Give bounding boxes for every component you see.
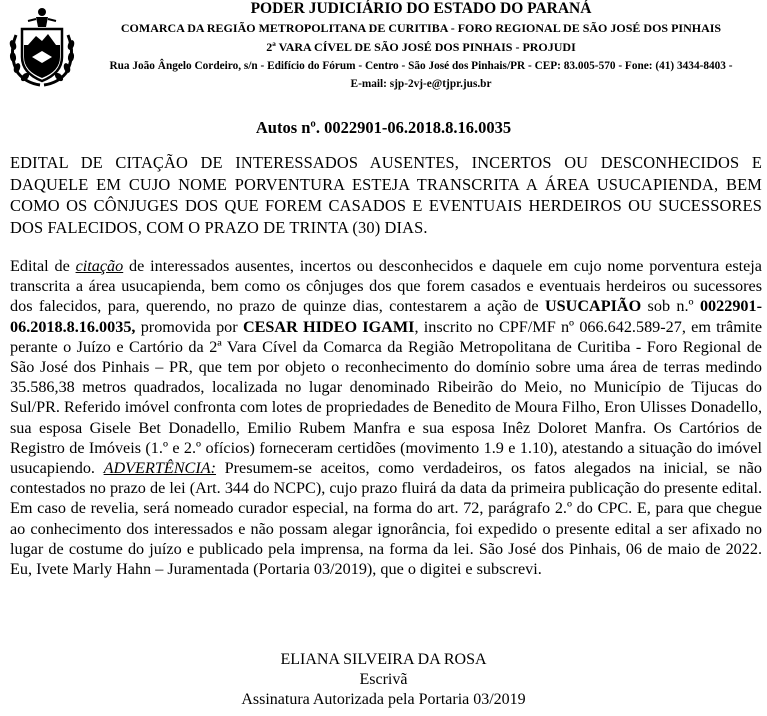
comarca-line: COMARCA DA REGIÃO METROPOLITANA DE CURITIBA - FORO REGIONAL DE SÃO JOSÉ DOS PINHAIS (120, 21, 722, 35)
parana-coat-of-arms-icon (6, 5, 78, 87)
edital-body (10, 256, 762, 579)
email-line: E-mail: sjp-2vj-e@tjpr.jus.br (350, 78, 492, 90)
body-text: , inscrito no CPF/MF nº 066.642.589-27, em trâmite perante o Juízo e Cartório da 2ª Vara Cível da Comarca da Região Metropolitana de Curitiba - Foro Regional de São José dos Pinhais – PR, que tem por objeto o reconhecimento do domínio sobre uma área de terras medindo 35.586,38 metros quadrados, localizada no lugar denominado Ribeirão do Meio, no Município de Tijucas do Sul/PR. Referido imóvel confronta com lotes de propriedades de Benedito de Moura Filho, Eron Ulisses Donadello, sua esposa Gisele Bet Donadello, Emilio Rubem Manfra e sua esposa Inêz Doloret Manfra. Os Cartórios de Registro de Imóveis (1.º e 2.º ofícios) forneceram certidões (movimento 1.9 e 1.10), atestando a situação do imóvel usucapiendo. (10, 317, 763, 478)
body-text: Edital de (10, 257, 76, 275)
signatory-role: Escrivã (359, 671, 408, 688)
edital-title: EDITAL DE CITAÇÃO DE INTERESSADOS AUSENTES, INCERTOS OU DESCONHECIDOS E DAQUELE EM CUJO NOME PORVENTURA ESTEJA TRANSCRITA A ÁREA USUCAPIENDA, BEM COMO OS CÔNJUGES DOS QUE FOREM CASADOS E EVENTUAIS HERDEIROS OU SUCESSORES DOS FALECIDOS, COM O PRAZO DE TRINTA (30) DIAS. (10, 153, 762, 237)
court-name: PODER JUDICIÁRIO DO ESTADO DO PARANÁ (250, 0, 592, 17)
signature-note: Assinatura Autorizada pela Portaria 03/2019 (241, 691, 526, 708)
signatory-name: ELIANA SILVEIRA DA ROSA (280, 651, 487, 668)
advertencia-term: ADVERTÊNCIA: (103, 459, 217, 478)
body-text: de interessados ausentes, incertos ou desconhecidos e daquele em cujo nome porventura esteja transcrita a área usucapienda, bem como os cônjuges dos que forem casados e eventuais herdeiros ou sucessores dos falecidos, para, querendo, no prazo de quinze dias, contestarem a ação de (10, 257, 762, 316)
usucapiao-term: USUCAPIÃO (544, 297, 642, 316)
body-text: Presumem-se aceitos, como verdadeiros, os fatos alegados na inicial, se não contestados no prazo de lei (Art. 344 do NCPC), cujo prazo fluirá da data da primeira publicação do presente edital. Em caso de revelia, será nomeado curador especial, na forma do art. 72, parágrafo 2.º do CPC. E, para que chegue ao conhecimento dos interessados e não possam alegar ignorância, foi expedido o presente edital a ser afixado no lugar de costume do juízo e publicado pela imprensa, na forma da lei. São José dos Pinhais, 06 de maio de 2022. Eu, Ivete Marly Hahn – Juramentada (Portaria 03/2019), que o digitei e subscrevi. (10, 459, 762, 579)
document-header (0, 0, 767, 100)
vara-line: 2ª VARA CÍVEL DE SÃO JOSÉ DOS PINHAIS - PROJUDI (266, 40, 576, 54)
process-number: 0022901-06.2018.8.16.0035, (10, 297, 762, 336)
case-number: Autos nº. 0022901-06.2018.8.16.0035 (255, 118, 512, 137)
citacao-term: citação (75, 257, 124, 275)
body-text: sob n.º (641, 297, 700, 316)
body-text: promovida por (135, 317, 243, 336)
edital-paragraph (10, 256, 762, 579)
plaintiff-name: CESAR HIDEO IGAMI (242, 317, 415, 336)
address-line: Rua João Ângelo Cordeiro, s/n - Edifício do Fórum - Centro - São José dos Pinhais/PR - CEP: 83.005-570 - Fone: (41) 3434-8403 - (109, 60, 733, 72)
